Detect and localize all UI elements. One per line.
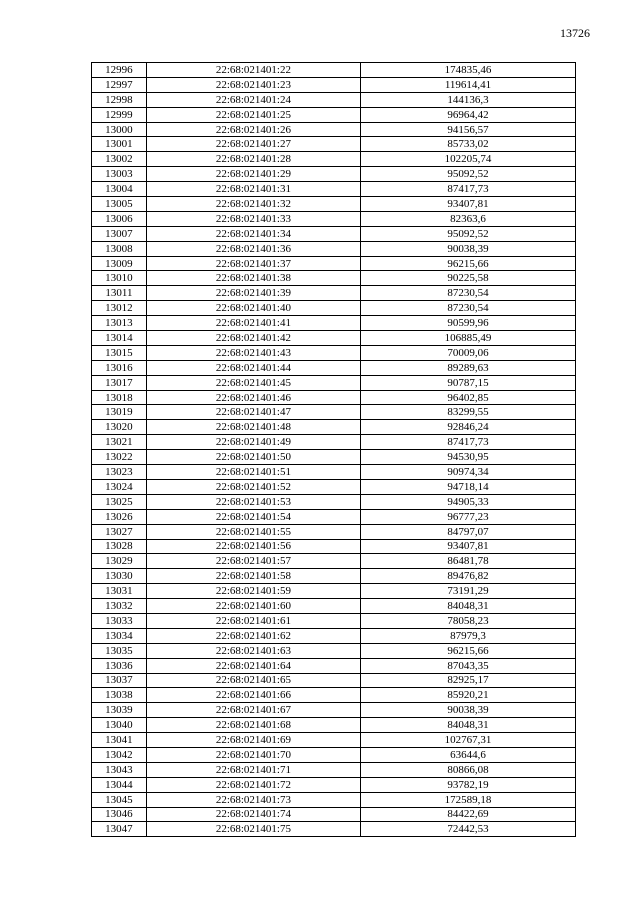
cadastral-number-cell: 22:68:021401:46 (146, 390, 360, 405)
cadastral-number-cell: 22:68:021401:31 (146, 182, 360, 197)
value-cell: 89476,82 (360, 569, 575, 584)
table-row (92, 688, 576, 703)
cadastral-number-cell: 22:68:021401:25 (146, 107, 360, 122)
value-cell: 87979,3 (360, 628, 575, 643)
row-number-cell: 13043 (92, 762, 147, 777)
value-cell: 93407,81 (360, 197, 575, 212)
row-number-cell: 13023 (92, 465, 147, 480)
table-row (92, 167, 576, 182)
cadastral-number-cell: 22:68:021401:60 (146, 599, 360, 614)
table-row (92, 241, 576, 256)
cadastral-number-cell: 22:68:021401:59 (146, 584, 360, 599)
table-row (92, 554, 576, 569)
cadastral-number-cell: 22:68:021401:36 (146, 241, 360, 256)
row-number-cell: 13035 (92, 643, 147, 658)
table-row (92, 271, 576, 286)
row-number-cell: 13045 (92, 792, 147, 807)
row-number-cell: 13016 (92, 360, 147, 375)
table-row (92, 539, 576, 554)
value-cell: 93407,81 (360, 539, 575, 554)
table-row (92, 92, 576, 107)
value-cell: 90787,15 (360, 375, 575, 390)
cadastral-number-cell: 22:68:021401:27 (146, 137, 360, 152)
table-row (92, 509, 576, 524)
table-row (92, 316, 576, 331)
row-number-cell: 12996 (92, 63, 147, 78)
row-number-cell: 13040 (92, 718, 147, 733)
cadastral-number-cell: 22:68:021401:57 (146, 554, 360, 569)
cadastral-number-cell: 22:68:021401:67 (146, 703, 360, 718)
value-cell: 80866,08 (360, 762, 575, 777)
row-number-cell: 13000 (92, 122, 147, 137)
row-number-cell: 13017 (92, 375, 147, 390)
cadastral-number-cell: 22:68:021401:66 (146, 688, 360, 703)
table-row (92, 777, 576, 792)
value-cell: 73191,29 (360, 584, 575, 599)
table-row (92, 345, 576, 360)
value-cell: 82363,6 (360, 211, 575, 226)
table-row (92, 628, 576, 643)
cadastral-number-cell: 22:68:021401:48 (146, 420, 360, 435)
row-number-cell: 12998 (92, 92, 147, 107)
value-cell: 93782,19 (360, 777, 575, 792)
value-cell: 87417,73 (360, 435, 575, 450)
row-number-cell: 13008 (92, 241, 147, 256)
cadastral-number-cell: 22:68:021401:38 (146, 271, 360, 286)
value-cell: 94156,57 (360, 122, 575, 137)
row-number-cell: 13027 (92, 524, 147, 539)
value-cell: 96964,42 (360, 107, 575, 122)
value-cell: 85733,02 (360, 137, 575, 152)
row-number-cell: 13009 (92, 256, 147, 271)
value-cell: 87043,35 (360, 658, 575, 673)
table-row (92, 450, 576, 465)
table-row (92, 182, 576, 197)
table-row (92, 599, 576, 614)
table-row (92, 420, 576, 435)
row-number-cell: 13021 (92, 435, 147, 450)
row-number-cell: 13032 (92, 599, 147, 614)
value-cell: 89289,63 (360, 360, 575, 375)
cadastral-number-cell: 22:68:021401:63 (146, 643, 360, 658)
table-row (92, 107, 576, 122)
value-cell: 90038,39 (360, 703, 575, 718)
data-table (91, 62, 576, 837)
row-number-cell: 13026 (92, 509, 147, 524)
cadastral-number-cell: 22:68:021401:68 (146, 718, 360, 733)
value-cell: 94718,14 (360, 479, 575, 494)
cadastral-number-cell: 22:68:021401:23 (146, 77, 360, 92)
cadastral-number-cell: 22:68:021401:65 (146, 673, 360, 688)
value-cell: 174835,46 (360, 63, 575, 78)
value-cell: 86481,78 (360, 554, 575, 569)
row-number-cell: 13034 (92, 628, 147, 643)
row-number-cell: 13030 (92, 569, 147, 584)
value-cell: 96215,66 (360, 256, 575, 271)
row-number-cell: 13005 (92, 197, 147, 212)
table-row (92, 494, 576, 509)
row-number-cell: 13001 (92, 137, 147, 152)
value-cell: 84048,31 (360, 718, 575, 733)
cadastral-number-cell: 22:68:021401:75 (146, 822, 360, 837)
row-number-cell: 13022 (92, 450, 147, 465)
cadastral-number-cell: 22:68:021401:50 (146, 450, 360, 465)
value-cell: 96402,85 (360, 390, 575, 405)
cadastral-number-cell: 22:68:021401:22 (146, 63, 360, 78)
row-number-cell: 12999 (92, 107, 147, 122)
value-cell: 87230,54 (360, 286, 575, 301)
row-number-cell: 13047 (92, 822, 147, 837)
table-row (92, 792, 576, 807)
table-row (92, 375, 576, 390)
cadastral-number-cell: 22:68:021401:52 (146, 479, 360, 494)
value-cell: 95092,52 (360, 167, 575, 182)
row-number-cell: 13020 (92, 420, 147, 435)
table-row (92, 643, 576, 658)
table-row (92, 137, 576, 152)
table-row (92, 301, 576, 316)
row-number-cell: 13031 (92, 584, 147, 599)
cadastral-number-cell: 22:68:021401:32 (146, 197, 360, 212)
cadastral-number-cell: 22:68:021401:40 (146, 301, 360, 316)
value-cell: 90974,34 (360, 465, 575, 480)
row-number-cell: 13038 (92, 688, 147, 703)
value-cell: 70009,06 (360, 345, 575, 360)
table-row (92, 256, 576, 271)
value-cell: 106885,49 (360, 331, 575, 346)
value-cell: 63644,6 (360, 747, 575, 762)
row-number-cell: 13003 (92, 167, 147, 182)
table-row (92, 613, 576, 628)
cadastral-number-cell: 22:68:021401:73 (146, 792, 360, 807)
cadastral-number-cell: 22:68:021401:41 (146, 316, 360, 331)
row-number-cell: 13024 (92, 479, 147, 494)
table-row (92, 584, 576, 599)
table-row (92, 226, 576, 241)
row-number-cell: 13004 (92, 182, 147, 197)
row-number-cell: 13011 (92, 286, 147, 301)
table-row (92, 197, 576, 212)
cadastral-number-cell: 22:68:021401:37 (146, 256, 360, 271)
cadastral-number-cell: 22:68:021401:64 (146, 658, 360, 673)
row-number-cell: 13036 (92, 658, 147, 673)
table-row (92, 673, 576, 688)
table-row (92, 807, 576, 822)
table-row (92, 122, 576, 137)
cadastral-number-cell: 22:68:021401:56 (146, 539, 360, 554)
table-row (92, 211, 576, 226)
value-cell: 90599,96 (360, 316, 575, 331)
cadastral-number-cell: 22:68:021401:45 (146, 375, 360, 390)
row-number-cell: 13042 (92, 747, 147, 762)
table-row (92, 658, 576, 673)
row-number-cell: 13028 (92, 539, 147, 554)
table-row (92, 77, 576, 92)
table-row (92, 569, 576, 584)
cadastral-number-cell: 22:68:021401:39 (146, 286, 360, 301)
row-number-cell: 13010 (92, 271, 147, 286)
table-row (92, 733, 576, 748)
table-body (92, 63, 576, 837)
cadastral-number-cell: 22:68:021401:61 (146, 613, 360, 628)
value-cell: 92846,24 (360, 420, 575, 435)
value-cell: 78058,23 (360, 613, 575, 628)
row-number-cell: 13025 (92, 494, 147, 509)
cadastral-number-cell: 22:68:021401:29 (146, 167, 360, 182)
cadastral-number-cell: 22:68:021401:28 (146, 152, 360, 167)
cadastral-number-cell: 22:68:021401:26 (146, 122, 360, 137)
value-cell: 82925,17 (360, 673, 575, 688)
row-number-cell: 13015 (92, 345, 147, 360)
cadastral-number-cell: 22:68:021401:54 (146, 509, 360, 524)
value-cell: 84422,69 (360, 807, 575, 822)
row-number-cell: 13007 (92, 226, 147, 241)
row-number-cell: 13002 (92, 152, 147, 167)
cadastral-number-cell: 22:68:021401:42 (146, 331, 360, 346)
value-cell: 94530,95 (360, 450, 575, 465)
row-number-cell: 13046 (92, 807, 147, 822)
value-cell: 95092,52 (360, 226, 575, 241)
row-number-cell: 13041 (92, 733, 147, 748)
value-cell: 94905,33 (360, 494, 575, 509)
page-number: 13726 (560, 26, 590, 40)
row-number-cell: 13044 (92, 777, 147, 792)
cadastral-number-cell: 22:68:021401:44 (146, 360, 360, 375)
row-number-cell: 13006 (92, 211, 147, 226)
row-number-cell: 13014 (92, 331, 147, 346)
value-cell: 90038,39 (360, 241, 575, 256)
value-cell: 144136,3 (360, 92, 575, 107)
value-cell: 84048,31 (360, 599, 575, 614)
value-cell: 85920,21 (360, 688, 575, 703)
value-cell: 102205,74 (360, 152, 575, 167)
table-row (92, 435, 576, 450)
row-number-cell: 13029 (92, 554, 147, 569)
table-row (92, 63, 576, 78)
cadastral-number-cell: 22:68:021401:53 (146, 494, 360, 509)
value-cell: 72442,53 (360, 822, 575, 837)
table-row (92, 286, 576, 301)
row-number-cell: 13013 (92, 316, 147, 331)
value-cell: 96777,23 (360, 509, 575, 524)
cadastral-number-cell: 22:68:021401:33 (146, 211, 360, 226)
value-cell: 90225,58 (360, 271, 575, 286)
value-cell: 172589,18 (360, 792, 575, 807)
value-cell: 83299,55 (360, 405, 575, 420)
row-number-cell: 13018 (92, 390, 147, 405)
table-row (92, 718, 576, 733)
cadastral-number-cell: 22:68:021401:49 (146, 435, 360, 450)
table-row (92, 360, 576, 375)
value-cell: 119614,41 (360, 77, 575, 92)
cadastral-number-cell: 22:68:021401:62 (146, 628, 360, 643)
value-cell: 84797,07 (360, 524, 575, 539)
cadastral-number-cell: 22:68:021401:71 (146, 762, 360, 777)
table-row (92, 390, 576, 405)
table-row (92, 152, 576, 167)
cadastral-number-cell: 22:68:021401:69 (146, 733, 360, 748)
cadastral-number-cell: 22:68:021401:74 (146, 807, 360, 822)
value-cell: 102767,31 (360, 733, 575, 748)
cadastral-number-cell: 22:68:021401:34 (146, 226, 360, 241)
value-cell: 96215,66 (360, 643, 575, 658)
row-number-cell: 13019 (92, 405, 147, 420)
cadastral-number-cell: 22:68:021401:70 (146, 747, 360, 762)
row-number-cell: 13037 (92, 673, 147, 688)
table-row (92, 524, 576, 539)
table-row (92, 479, 576, 494)
table-row (92, 747, 576, 762)
cadastral-number-cell: 22:68:021401:47 (146, 405, 360, 420)
cadastral-number-cell: 22:68:021401:51 (146, 465, 360, 480)
row-number-cell: 13033 (92, 613, 147, 628)
table-row (92, 465, 576, 480)
table-row (92, 331, 576, 346)
row-number-cell: 13039 (92, 703, 147, 718)
table-row (92, 703, 576, 718)
table-row (92, 762, 576, 777)
table-row (92, 822, 576, 837)
cadastral-number-cell: 22:68:021401:58 (146, 569, 360, 584)
cadastral-number-cell: 22:68:021401:55 (146, 524, 360, 539)
table-row (92, 405, 576, 420)
row-number-cell: 13012 (92, 301, 147, 316)
row-number-cell: 12997 (92, 77, 147, 92)
value-cell: 87230,54 (360, 301, 575, 316)
value-cell: 87417,73 (360, 182, 575, 197)
cadastral-number-cell: 22:68:021401:24 (146, 92, 360, 107)
cadastral-number-cell: 22:68:021401:72 (146, 777, 360, 792)
cadastral-number-cell: 22:68:021401:43 (146, 345, 360, 360)
